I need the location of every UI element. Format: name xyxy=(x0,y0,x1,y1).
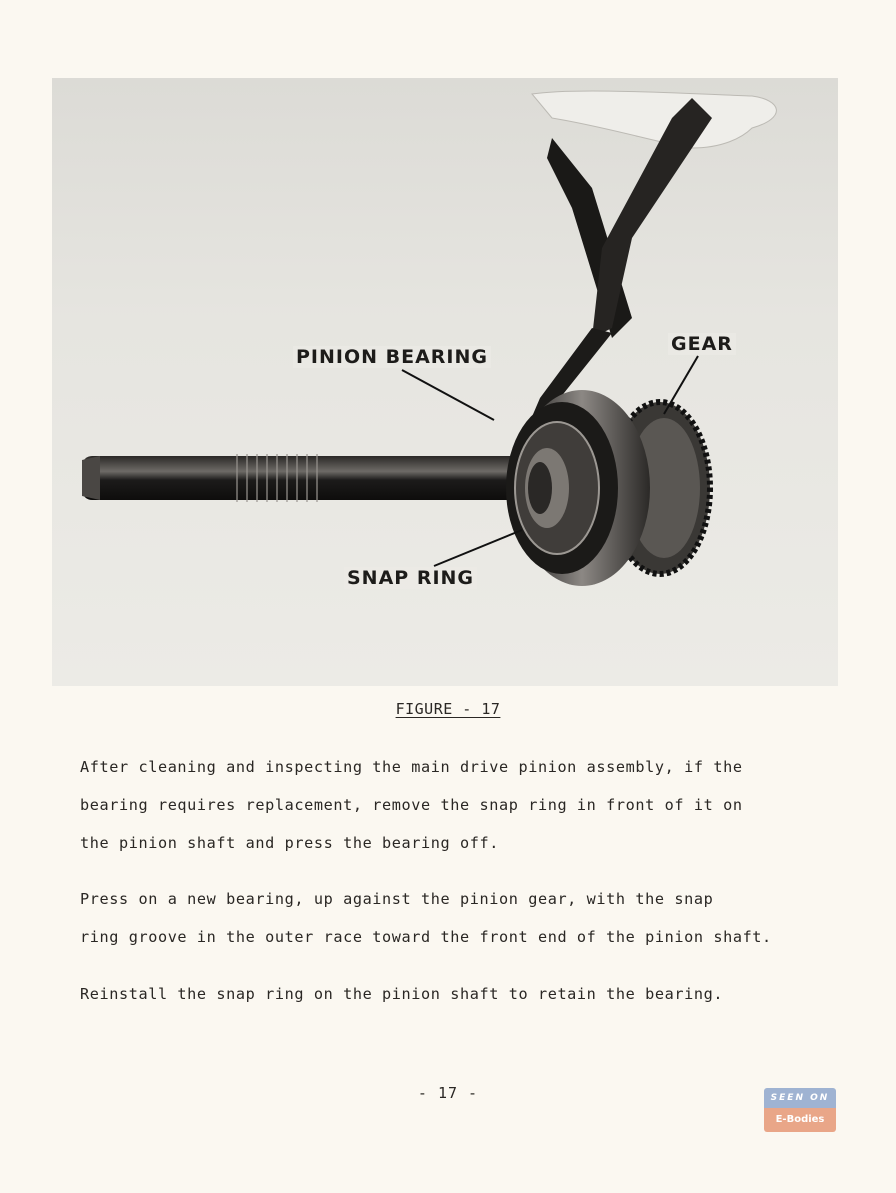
paragraph-snap-ring xyxy=(80,975,820,1013)
snap-ring-label: SNAP RING xyxy=(344,567,477,589)
paragraph-line: bearing requires replacement, remove the snap ring in front of it on xyxy=(80,796,743,814)
pinion-bearing-label: PINION BEARING xyxy=(293,346,491,368)
paragraph-bearing-install xyxy=(80,880,820,956)
watermark-bottom-text: E-Bodies xyxy=(764,1108,836,1132)
paragraph-line: Press on a new bearing, up against the pinion gear, with the snap xyxy=(80,890,714,908)
paragraph-line: the pinion shaft and press the bearing off. xyxy=(80,834,499,852)
paragraph-line: ring groove in the outer race toward the front end of the pinion shaft. xyxy=(80,928,772,946)
page-number: - 17 - xyxy=(417,1084,479,1102)
paragraph-line: After cleaning and inspecting the main drive pinion assembly, if the xyxy=(80,758,743,776)
figure-caption: FIGURE - 17 xyxy=(395,700,501,718)
figure-photo xyxy=(52,78,838,686)
seen-on-ebodies-watermark xyxy=(764,1088,836,1132)
pinion-assembly-illustration xyxy=(52,78,838,686)
paragraph-line: Reinstall the snap ring on the pinion shaft to retain the bearing. xyxy=(80,985,724,1003)
paragraph-bearing-removal xyxy=(80,748,820,862)
watermark-top-text: SEEN ON xyxy=(764,1088,836,1108)
gear-label: GEAR xyxy=(668,333,736,355)
